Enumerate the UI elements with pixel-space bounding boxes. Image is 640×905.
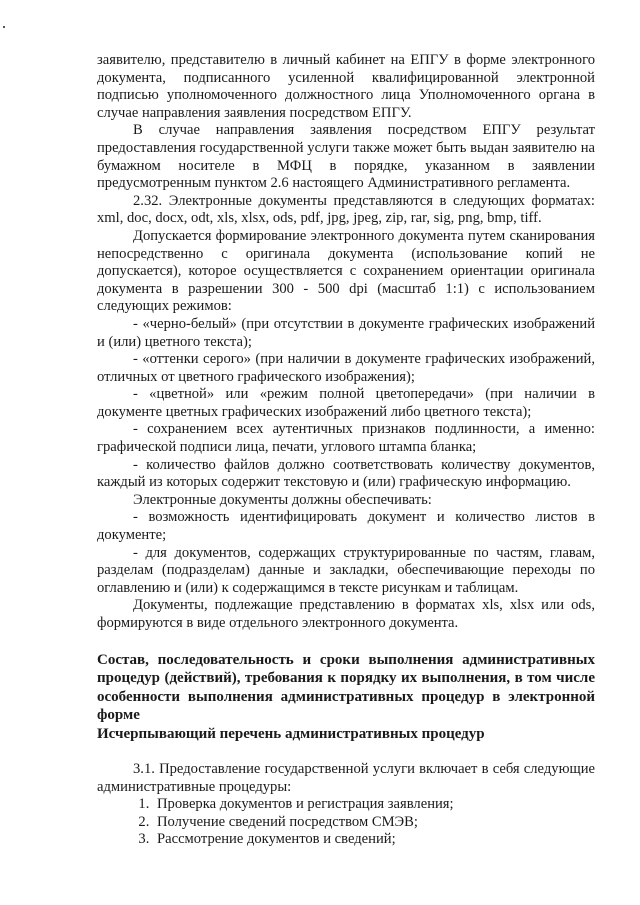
mode-black-white: - «черно-белый» (при отсутствии в документе графических изображений и (или) цветного текста); bbox=[97, 315, 595, 350]
mode-grayscale: - «оттенки серого» (при наличии в документе графических изображений, отличных от цветного графического изображения); bbox=[97, 351, 595, 385]
paragraph-requirements: Электронные документы должны обеспечивать: bbox=[133, 491, 432, 508]
procedure-list bbox=[97, 796, 595, 849]
paragraph-formats: 2.32. Электронные документы представляются в следующих форматах: xml, doc, docx, odt, xls, xlsx, ods, pdf, jpg, jpeg, zip, rar, sig, png, bmp, tiff. bbox=[97, 192, 595, 227]
scan-speck bbox=[3, 26, 5, 28]
paragraph-scanning: Допускается формирование электронного документа путем сканирования непосредственно с оригинала документа (использование копий не допускается), которое осуществляется с сохранением ориентации оригинала документа в разрешении 300 - 500 dpi (масштаб 1:1) с использованием следующих режимов: bbox=[97, 227, 595, 315]
requirement-identify: - возможность идентифицировать документ и количество листов в документе; bbox=[97, 509, 595, 544]
subsection-heading: Исчерпывающий перечень административных процедур bbox=[97, 725, 485, 742]
requirement-structure: - для документов, содержащих структурированные по частям, главам, разделам (подразделам) данные и закладки, обеспечивающие переходы по оглавлению и (или) к содержащимся в тексте рисункам и таблицам. bbox=[97, 544, 595, 596]
mode-file-count: - количество файлов должно соответствовать количеству документов, каждый из которых содержит текстовую и (или) графическую информацию. bbox=[97, 456, 595, 491]
document-body bbox=[97, 52, 595, 849]
mode-authenticity: - сохранением всех аутентичных признаков подлинности, а именно: графической подписи лица, печати, углового штампа бланка; bbox=[97, 421, 595, 456]
procedure-item: 3. Рассмотрение документов и сведений; bbox=[153, 831, 595, 849]
procedure-item: 2. Получение сведений посредством СМЭВ; bbox=[153, 814, 595, 832]
paragraph-paper-result: В случае направления заявления посредством ЕПГУ результат предоставления государственной услуги также может быть выдан заявителю на бумажном носителе в МФЦ в порядке, указанном в заявлении предусмотренным пунктом 2.6 настоящего Административного регламента. bbox=[97, 122, 595, 192]
paragraph-procedures-intro: 3.1. Предоставление государственной услуги включает в себя следующие административные процедуры: bbox=[97, 761, 595, 795]
section-heading: Состав, последовательность и сроки выполнения административных процедур (действий), требования к порядку их выполнения, в том числе особенности выполнения административных процедур в электронной форме bbox=[97, 651, 595, 724]
mode-color: - «цветной» или «режим полной цветопередачи» (при наличии в документе цветных графических изображений либо цветного текста); bbox=[97, 386, 595, 420]
paragraph-result-delivery: заявителю, представителю в личный кабинет на ЕПГУ в форме электронного документа, подписанного усиленной квалифицированной электронной подписью уполномоченного должностного лица Уполномоченного органа в случае направления заявления посредством ЕПГУ. bbox=[97, 52, 595, 121]
paragraph-separate-docs: Документы, подлежащие представлению в форматах xls, xlsx или ods, формируются в виде отдельного электронного документа. bbox=[97, 597, 595, 631]
procedure-item: 1. Проверка документов и регистрация заявления; bbox=[153, 796, 595, 814]
